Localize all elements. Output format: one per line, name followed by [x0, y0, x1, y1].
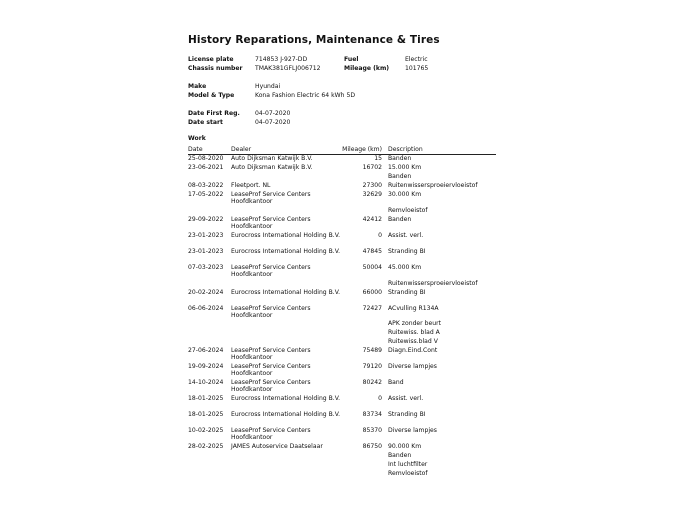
chassis-value: TMAK381GFLJ006712: [255, 65, 321, 72]
row-mileage: 27300: [362, 182, 382, 189]
row-mileage: 50004: [362, 264, 382, 271]
row-description: Ruitenwissersproeiervloeistof: [388, 280, 478, 287]
row-date: 23-06-2021: [188, 164, 224, 171]
row-description: 90.000 Km: [388, 443, 422, 450]
row-description: Banden: [388, 173, 412, 180]
row-description: Diverse lampjes: [388, 427, 437, 434]
row-mileage: 0: [378, 232, 382, 239]
row-dealer: Eurocross International Holding B.V.: [231, 411, 341, 418]
mileage-label: Mileage (km): [344, 65, 390, 72]
column-header-mileage: Mileage (km): [342, 146, 382, 153]
row-mileage: 0: [378, 395, 382, 402]
fuel-value: Electric: [405, 56, 428, 63]
row-dealer: LeaseProf Service Centers Hoofdkantoor: [231, 379, 311, 393]
row-description: Ruitewiss. blad A: [388, 329, 440, 336]
make-value: Hyundai: [255, 83, 281, 90]
row-date: 29-09-2022: [188, 216, 224, 223]
row-date: 08-03-2022: [188, 182, 224, 189]
row-description: Ruitewiss.blad V: [388, 338, 438, 345]
row-dealer: Eurocross International Holding B.V.: [231, 248, 341, 255]
license-plate-value: 714853 J-927-DD: [255, 56, 308, 63]
first-reg-label: Date First Reg.: [188, 110, 240, 117]
row-dealer: LeaseProf Service Centers Hoofdkantoor: [231, 264, 311, 278]
row-mileage: 75489: [362, 347, 382, 354]
row-date: 20-02-2024: [188, 289, 224, 296]
license-plate-label: License plate: [188, 56, 234, 63]
row-description: Stranding BI: [388, 289, 426, 296]
row-date: 07-03-2023: [188, 264, 224, 271]
row-mileage: 47845: [362, 248, 382, 255]
make-label: Make: [188, 83, 207, 90]
row-date: 17-05-2022: [188, 191, 224, 198]
row-date: 23-01-2023: [188, 248, 224, 255]
row-description: Diverse lampjes: [388, 363, 437, 370]
row-description: APK zonder beurt: [388, 320, 441, 327]
row-date: 28-02-2025: [188, 443, 224, 450]
row-mileage: 32629: [362, 191, 382, 198]
date-start-value: 04-07-2020: [255, 119, 291, 126]
row-date: 14-10-2024: [188, 379, 224, 386]
row-description: Banden: [388, 452, 412, 459]
row-dealer: LeaseProf Service Centers Hoofdkantoor: [231, 347, 311, 361]
row-description: Remvloeistof: [388, 470, 428, 477]
row-dealer: LeaseProf Service Centers Hoofdkantoor: [231, 216, 311, 230]
row-dealer: LeaseProf Service Centers Hoofdkantoor: [231, 427, 311, 441]
row-description: Banden: [388, 216, 412, 223]
row-date: 19-09-2024: [188, 363, 224, 370]
column-header-description: Description: [388, 146, 423, 153]
row-description: Assist. verl.: [388, 395, 424, 402]
row-date: 10-02-2025: [188, 427, 224, 434]
row-date: 27-06-2024: [188, 347, 224, 354]
column-header-dealer: Dealer: [231, 146, 252, 153]
row-description: Ruitenwissersproeiervloeistof: [388, 182, 478, 189]
row-description: Band: [388, 379, 404, 386]
chassis-label: Chassis number: [188, 65, 243, 72]
row-mileage: 66000: [362, 289, 382, 296]
row-description: 45.000 Km: [388, 264, 422, 271]
row-date: 25-08-2020: [188, 155, 224, 162]
work-section-label: Work: [188, 135, 206, 142]
row-description: Stranding BI: [388, 411, 426, 418]
row-dealer: Auto Dijksman Katwijk B.V.: [231, 155, 313, 162]
row-mileage: 79120: [362, 363, 382, 370]
row-description: Remvloeistof: [388, 207, 428, 214]
row-dealer: Eurocross International Holding B.V.: [231, 395, 341, 402]
row-dealer: LeaseProf Service Centers Hoofdkantoor: [231, 191, 311, 205]
row-mileage: 83734: [362, 411, 382, 418]
row-dealer: Eurocross International Holding B.V.: [231, 289, 341, 296]
row-mileage: 42412: [362, 216, 382, 223]
row-mileage: 86750: [362, 443, 382, 450]
row-mileage: 72427: [362, 305, 382, 312]
model-value: Kona Fashion Electric 64 kWh 5D: [255, 92, 356, 99]
row-mileage: 15: [374, 155, 382, 162]
row-description: Stranding BI: [388, 248, 426, 255]
row-description: Int luchtfilter: [388, 461, 428, 468]
row-dealer: Fleetport. NL: [231, 182, 271, 189]
page-title: History Reparations, Maintenance & Tires: [188, 34, 440, 46]
row-dealer: LeaseProf Service Centers Hoofdkantoor: [231, 363, 311, 377]
row-description: Assist. verl.: [388, 232, 424, 239]
row-description: Banden: [388, 155, 412, 162]
date-start-label: Date start: [188, 119, 223, 126]
fuel-label: Fuel: [344, 56, 359, 63]
row-dealer: LeaseProf Service Centers Hoofdkantoor: [231, 305, 311, 319]
first-reg-value: 04-07-2020: [255, 110, 291, 117]
mileage-value: 101765: [405, 65, 429, 72]
row-description: ACvulling R134A: [388, 305, 439, 312]
row-date: 06-06-2024: [188, 305, 224, 312]
row-date: 18-01-2025: [188, 395, 224, 402]
column-header-date: Date: [188, 146, 203, 153]
row-date: 23-01-2023: [188, 232, 224, 239]
row-dealer: JAMES Autoservice Daatselaar: [231, 443, 323, 450]
row-mileage: 16702: [362, 164, 382, 171]
row-dealer: Eurocross International Holding B.V.: [231, 232, 341, 239]
row-description: 15.000 Km: [388, 164, 422, 171]
model-label: Model & Type: [188, 92, 235, 99]
row-dealer: Auto Dijksman Katwijk B.V.: [231, 164, 313, 171]
row-mileage: 80242: [362, 379, 382, 386]
row-mileage: 85370: [362, 427, 382, 434]
row-description: 30.000 Km: [388, 191, 422, 198]
row-description: Diagn.Eind.Cont: [388, 347, 438, 354]
row-date: 18-01-2025: [188, 411, 224, 418]
